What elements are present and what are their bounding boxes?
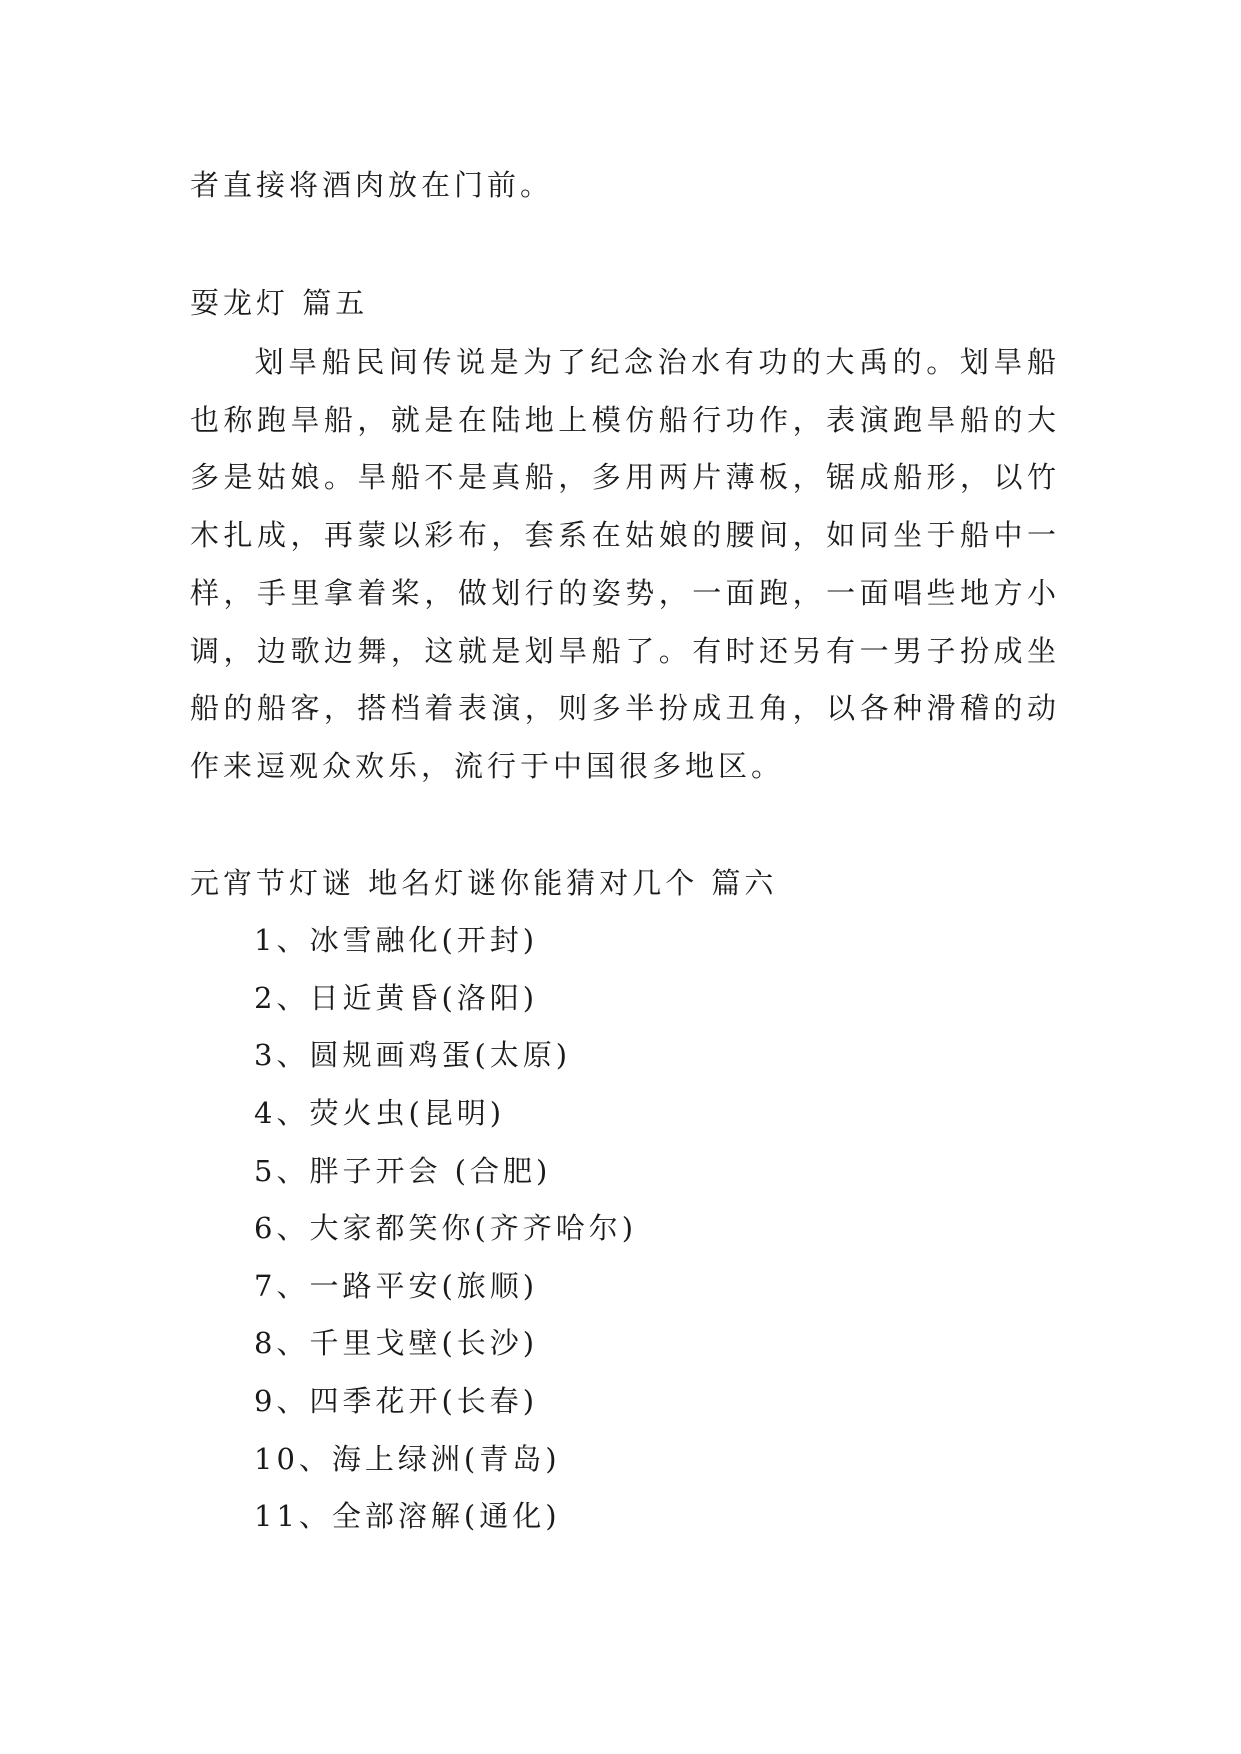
list-item: 10、海上绿洲(青岛) xyxy=(254,1442,561,1476)
list-item: 3、圆规画鸡蛋(太原) xyxy=(254,1038,572,1072)
list-item: 2、日近黄昏(洛阳) xyxy=(254,981,539,1015)
section6-heading: 元宵节灯谜 地名灯谜你能猜对几个 篇六 xyxy=(190,866,778,900)
list-item: 4、荧火虫(昆明) xyxy=(254,1096,506,1130)
list-item: 5、胖子开会 (合肥) xyxy=(254,1154,552,1188)
section5-paragraph xyxy=(190,334,1060,796)
list-item: 8、千里戈壁(长沙) xyxy=(254,1326,539,1360)
section5-heading: 耍龙灯 篇五 xyxy=(190,286,369,320)
intro-line: 者直接将酒肉放在门前。 xyxy=(190,168,554,202)
list-item: 1、冰雪融化(开封) xyxy=(254,923,539,957)
list-item: 7、一路平安(旅顺) xyxy=(254,1269,539,1303)
section5-paragraph-text: 划旱船民间传说是为了纪念治水有功的大禹的。划旱船也称跑旱船，就是在陆地上模仿船行功作，表演跑旱船的大多是姑娘。旱船不是真船，多用两片薄板，锯成船形，以竹木扎成，再蒙以彩布，套系在姑娘的腰间，如同坐于船中一样，手里拿着桨，做划行的姿势，一面跑，一面唱些地方小调，边歌边舞，这就是划旱船了。有时还另有一男子扮成坐船的船客，搭档着表演，则多半扮成丑角，以各种滑稽的动作来逗观众欢乐，流行于中国很多地区。 xyxy=(190,345,1060,783)
list-item: 6、大家都笑你(齐齐哈尔) xyxy=(254,1211,638,1245)
list-item: 9、四季花开(长春) xyxy=(254,1384,539,1418)
list-item: 11、全部溶解(通化) xyxy=(254,1499,561,1533)
